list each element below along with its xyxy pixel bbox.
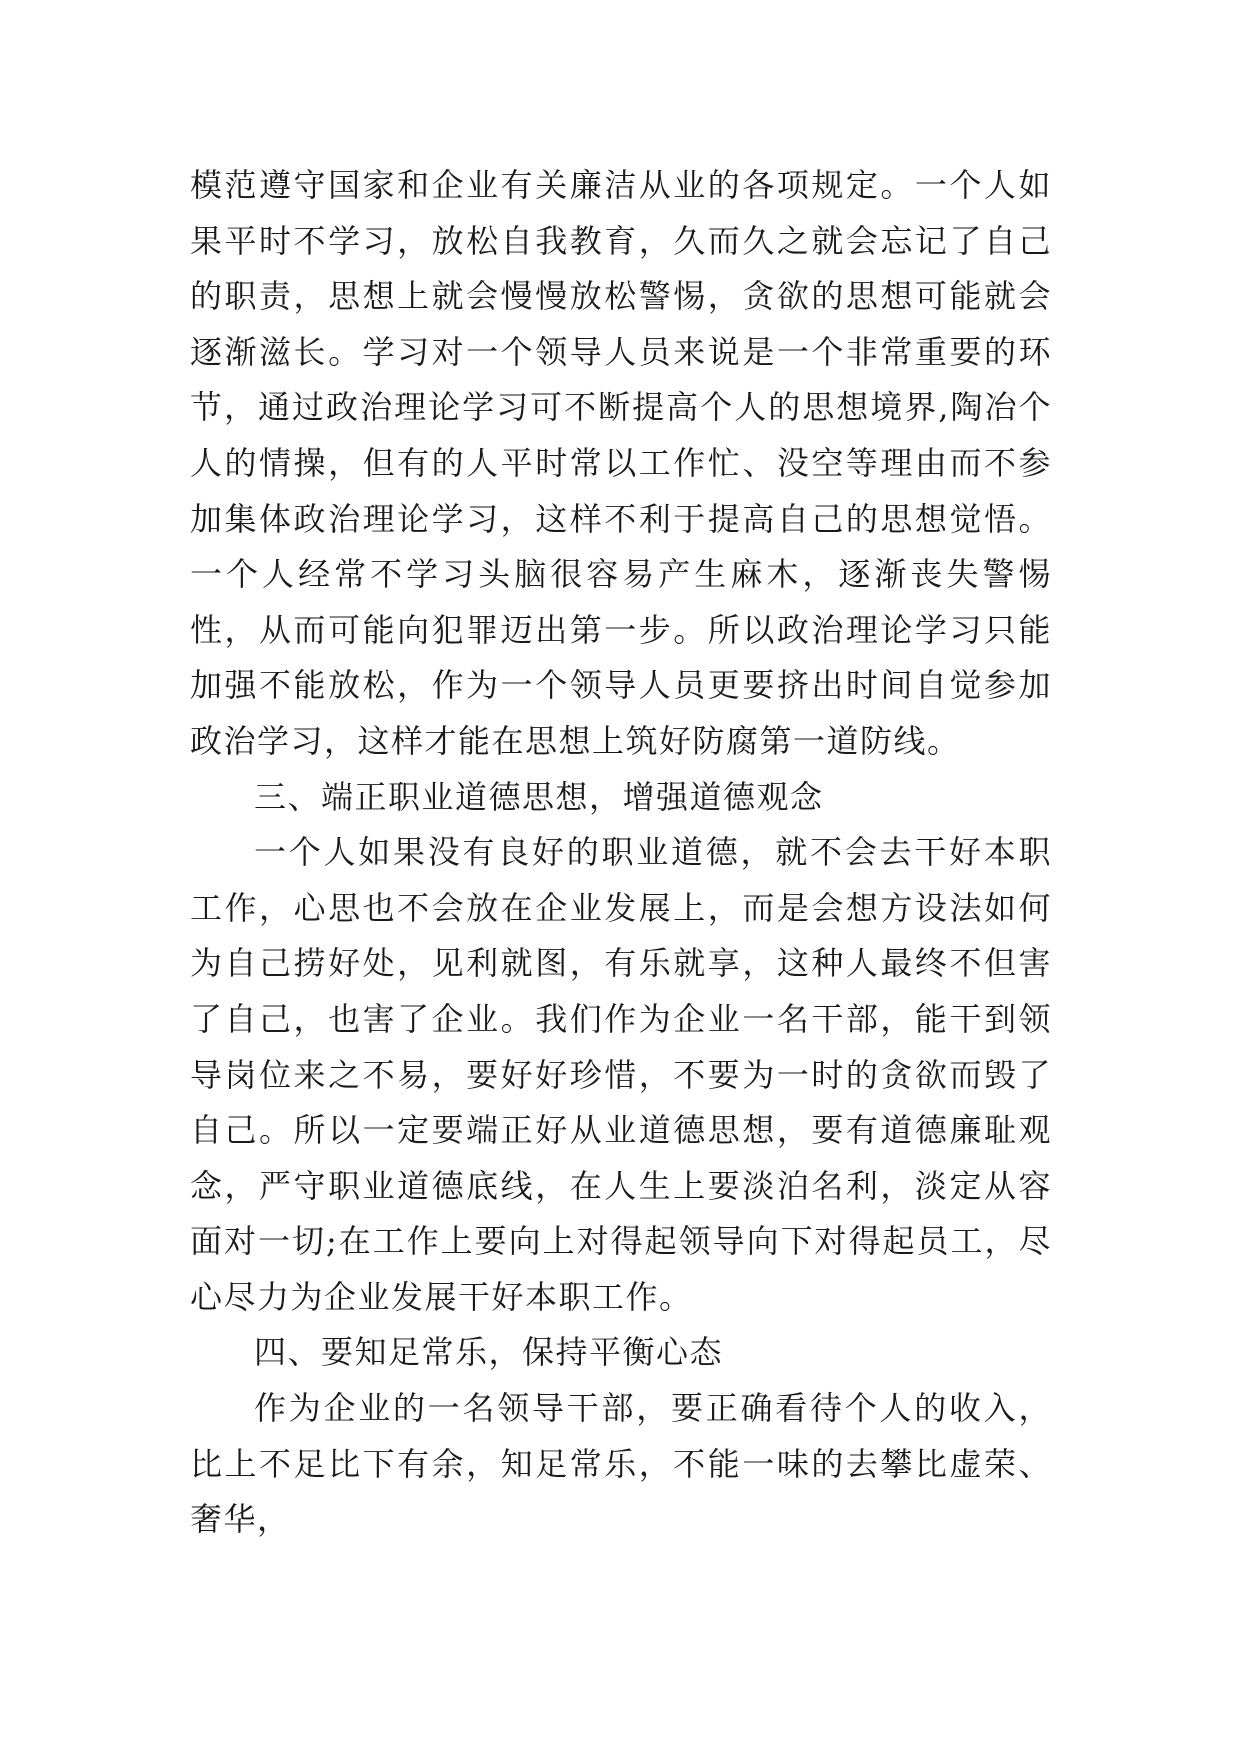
paragraph-ethics: 一个人如果没有良好的职业道德，就不会去干好本职工作，心思也不会放在企业发展上，而是会想方设法如何为自己捞好处，见利就图，有乐就享，这种人最终不但害了自己，也害了企业。我们作为企业一名干部，能干到领导岗位来之不易，要好好珍惜，不要为一时的贪欲而毁了自己。所以一定要端正好从业道德思想，要有道德廉耻观念，严守职业道德底线，在人生上要淡泊名利，淡定从容面对一切;在工作上要向上对得起领导向下对得起员工，尽心尽力为企业发展干好本职工作。	[190, 833, 1052, 1316]
paragraph-study: 模范遵守国家和企业有关廉洁从业的各项规定。一个人如果平时不学习，放松自我教育，久而久之就会忘记了自己的职责，思想上就会慢慢放松警惕，贪欲的思想可能就会逐渐滋长。学习对一个领导人员来说是一个非常重要的环节，通过政治理论学习可不断提高个人的思想境界,陶冶个人的情操，但有的人平时常以工作忙、没空等理由而不参加集体政治理论学习，这样不利于提高自己的思想觉悟。一个人经常不学习头脑很容易产生麻木，逐渐丧失警惕性，从而可能向犯罪迈出第一步。所以政治理论学习只能加强不能放松，作为一个领导人员更要挤出时间自觉参加政治学习，这样才能在思想上筑好防腐第一道防线。	[190, 166, 1052, 760]
section-heading-four: 四、要知足常乐，保持平衡心态	[254, 1333, 724, 1372]
paragraph-contentment: 作为企业的一名领导干部，要正确看待个人的收入，比上不足比下有余，知足常乐，不能一味的去攀比虚荣、奢华，	[190, 1389, 1052, 1539]
section-heading-three: 三、端正职业道德思想，增强道德观念	[254, 777, 824, 816]
document-body	[190, 158, 1052, 1548]
